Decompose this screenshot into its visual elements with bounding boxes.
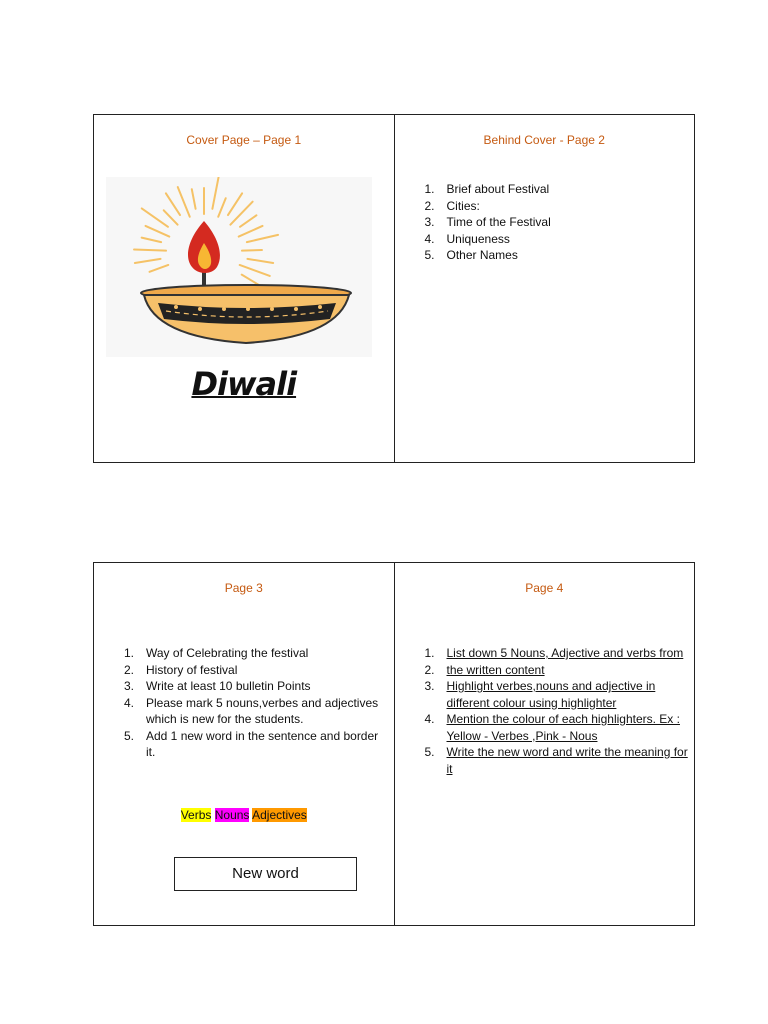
- band-dot: [222, 307, 226, 311]
- list-item: 5. Other Names: [424, 248, 518, 262]
- adjectives-highlight: Adjectives: [252, 808, 307, 822]
- cover-page-title: Cover Page – Page 1: [186, 133, 302, 147]
- list-item: 5. Add 1 new word in the sentence and border it.: [124, 728, 379, 759]
- band-dot: [270, 307, 274, 311]
- behind-cover-title: Behind Cover - Page 2: [483, 133, 605, 147]
- behind-cover-list: [395, 181, 551, 264]
- list-item: 5. Write the new word and write the meaning for it: [424, 745, 688, 776]
- diwali-wordmark: Diwali: [191, 365, 297, 403]
- band-dot: [318, 305, 322, 309]
- band-dot: [198, 307, 202, 311]
- list-item: 4. Mention the colour of each highlighters. Ex : Yellow - Verbes ,Pink - Nous: [424, 712, 680, 743]
- list-item: 4. Please mark 5 nouns,verbes and adjectives which is new for the students.: [124, 695, 379, 726]
- page4-cell: [394, 563, 695, 925]
- highlight-legend: [94, 808, 394, 822]
- light-ray: [134, 250, 166, 251]
- cover-page-cell: [94, 115, 394, 462]
- new-word-box: New word: [174, 857, 357, 891]
- verbs-highlight: Verbs: [180, 808, 212, 822]
- list-item: 1. Brief about Festival: [424, 182, 550, 196]
- top-table: [93, 114, 695, 463]
- bottom-table: [93, 562, 695, 926]
- page4-title: Page 4: [525, 581, 564, 595]
- list-item-number: 2.: [424, 662, 435, 677]
- list-item: 1. List down 5 Nouns, Adjective and verbs from the written content 2.: [424, 646, 684, 677]
- band-dot: [174, 305, 178, 309]
- list-item: 3. Write at least 10 bulletin Points: [124, 679, 311, 693]
- list-item: 3. Time of the Festival: [424, 215, 551, 229]
- page4-list: [395, 645, 689, 777]
- band-dot: [294, 307, 298, 311]
- light-ray: [242, 250, 262, 251]
- diya-lamp-icon: [106, 177, 372, 357]
- page3-cell: [94, 563, 394, 925]
- list-item: 1. Way of Celebrating the festival: [124, 646, 309, 660]
- list-item: 4. Uniqueness: [424, 231, 510, 246]
- list-item: 3. Highlight verbes,nouns and adjective in different colour using highlighter: [424, 679, 656, 710]
- behind-cover-cell: [394, 115, 695, 462]
- list-item: 2. History of festival: [124, 662, 238, 677]
- page3-title: Page 3: [224, 581, 263, 595]
- list-item: 2. Cities:: [424, 198, 480, 213]
- page3-list: [94, 645, 386, 761]
- nouns-highlight: Nouns: [214, 808, 250, 822]
- band-dot: [246, 307, 250, 311]
